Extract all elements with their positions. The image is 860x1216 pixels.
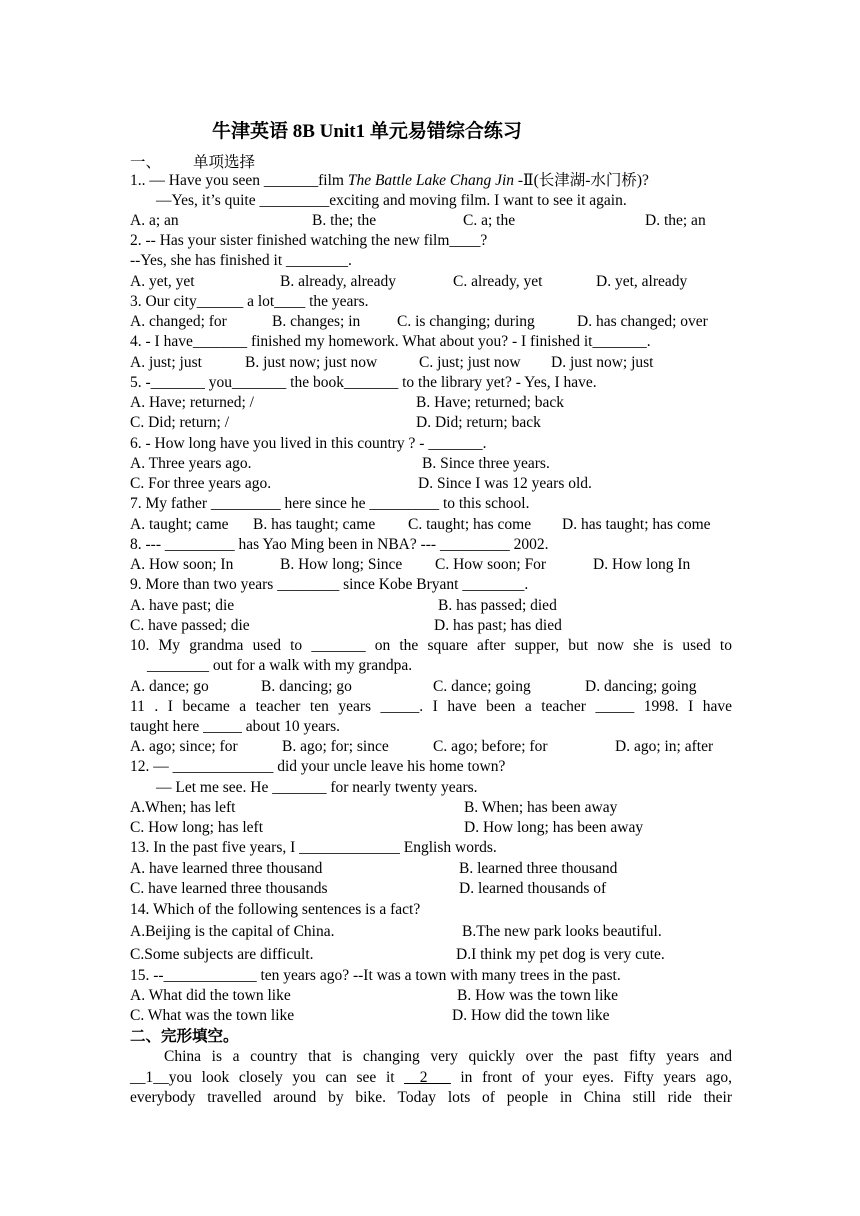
passage-line1: China is a country that is changing very quickly over the past fifty years and [164,1048,732,1065]
q10-option-b: B. dancing; go [261,678,352,695]
q10-option-c: C. dance; going [433,678,531,695]
section1-number: 一、 [130,154,162,171]
q10-option-a: A. dance; go [130,678,209,695]
q6-option-a: A. Three years ago. [130,455,252,472]
q2-option-b: B. already, already [280,273,397,290]
q2-option-c: C. already, yet [453,273,543,290]
q3-option-d: D. has changed; over [577,313,708,330]
q3-option-a: A. changed; for [130,313,227,330]
q7-option-a: A. taught; came [130,516,229,533]
q10-stem-line1: 10. My grandma used to _______ on the square after supper, but now she is used to [130,637,732,654]
q2-option-a: A. yet, yet [130,273,195,290]
q13-stem: 13. In the past five years, I _____________ English words. [130,839,497,856]
page-title: 牛津英语 8B Unit1 单元易错综合练习 [212,121,522,142]
q13-option-d: D. learned thousands of [459,880,607,897]
q2-option-d: D. yet, already [596,273,688,290]
q12-stem-line2: — Let me see. He _______ for nearly twenty years. [156,779,478,796]
q8-option-b: B. How long; Since [280,556,403,573]
q1-option-d: D. the; an [645,212,706,229]
q11-option-b: B. ago; for; since [282,738,389,755]
q8-option-a: A. How soon; In [130,556,234,573]
q4-option-c: C. just; just now [419,354,521,371]
section1-label: 单项选择 [193,154,256,171]
q15-stem: 15. --____________ ten years ago? --It was a town with many trees in the past. [130,967,621,984]
q11-option-d: D. ago; in; after [615,738,714,755]
q15-option-b: B. How was the town like [457,987,619,1004]
q13-option-b: B. learned three thousand [459,860,618,877]
q4-option-b: B. just now; just now [245,354,378,371]
q8-option-d: D. How long In [593,556,691,573]
q13-option-a: A. have learned three thousand [130,860,323,877]
q1-option-a: A. a; an [130,212,179,229]
q12-stem-line1: 12. — _____________ did your uncle leave his home town? [130,758,506,775]
q7-stem: 7. My father _________ here since he _________ to this school. [130,495,530,512]
q2-stem-line2: --Yes, she has finished it ________. [130,252,352,269]
q5-option-d: D. Did; return; back [416,414,541,431]
q12-option-a: A.When; has left [130,799,236,816]
q9-option-c: C. have passed; die [130,617,250,634]
q5-option-a: A. Have; returned; / [130,394,254,411]
q11-stem-line1: 11 . I became a teacher ten years _____. I have been a teacher _____ 1998. I have [130,698,732,715]
blank-2: __2___ [404,1069,451,1086]
q10-stem-line2: ________ out for a walk with my grandpa. [147,657,413,674]
q14-option-a: A.Beijing is the capital of China. [130,923,335,940]
q12-option-b: B. When; has been away [464,799,618,816]
q14-stem: 14. Which of the following sentences is a fact? [130,901,421,918]
q5-option-c: C. Did; return; / [130,414,230,431]
q5-stem: 5. -_______ you_______ the book_______ to the library yet? - Yes, I have. [130,374,597,391]
q9-stem: 9. More than two years ________ since Kobe Bryant ________. [130,576,529,593]
q10-option-d: D. dancing; going [585,678,697,695]
q12-option-c: C. How long; has left [130,819,264,836]
q7-option-c: C. taught; has come [408,516,532,533]
q5-option-b: B. Have; returned; back [416,394,565,411]
passage-line2: __1__you look closely you can see it __2___ in front of your eyes. Fifty years ago, [130,1069,732,1086]
q3-option-c: C. is changing; during [397,313,535,330]
q15-option-a: A. What did the town like [130,987,291,1004]
q9-option-a: A. have past; die [130,597,235,614]
q13-option-c: C. have learned three thousands [130,880,328,897]
q6-stem: 6. - How long have you lived in this country ? - _______. [130,435,487,452]
q6-option-c: C. For three years ago. [130,475,272,492]
q4-option-a: A. just; just [130,354,202,371]
q6-option-d: D. Since I was 12 years old. [418,475,592,492]
film-title: The Battle Lake Chang Jin [347,172,514,189]
q14-option-b: B.The new park looks beautiful. [462,923,662,940]
q7-option-d: D. has taught; has come [562,516,711,533]
q4-option-d: D. just now; just [551,354,654,371]
q9-option-d: D. has past; has died [434,617,562,634]
q8-stem: 8. --- _________ has Yao Ming been in NBA? --- _________ 2002. [130,536,549,553]
q7-option-b: B. has taught; came [253,516,376,533]
q12-option-d: D. How long; has been away [464,819,644,836]
q6-option-b: B. Since three years. [422,455,550,472]
q9-option-b: B. has passed; died [438,597,557,614]
passage-line3: everybody travelled around by bike. Today lots of people in China still ride their [130,1089,732,1106]
q1-stem-line2: —Yes, it’s quite _________exciting and moving film. I want to see it again. [156,192,627,209]
q11-stem-line2: taught here _____ about 10 years. [130,718,341,735]
q15-option-d: D. How did the town like [452,1007,610,1024]
q11-option-c: C. ago; before; for [433,738,548,755]
section2-heading: 二、完形填空。 [130,1028,239,1045]
q3-option-b: B. changes; in [272,313,361,330]
q1-stem-line1: 1.. — Have you seen _______film The Battle Lake Chang Jin -Ⅱ(长津湖-水门桥)? [130,172,649,189]
q4-stem: 4. - I have_______ finished my homework. What about you? - I finished it_______. [130,333,651,350]
q1-option-c: C. a; the [463,212,516,229]
q11-option-a: A. ago; since; for [130,738,238,755]
q14-option-c: C.Some subjects are difficult. [130,946,314,963]
q2-stem-line1: 2. -- Has your sister finished watching the new film____? [130,232,488,249]
q14-option-d: D.I think my pet dog is very cute. [456,946,665,963]
q15-option-c: C. What was the town like [130,1007,295,1024]
q8-option-c: C. How soon; For [435,556,547,573]
q3-stem: 3. Our city______ a lot____ the years. [130,293,369,310]
q1-option-b: B. the; the [312,212,377,229]
